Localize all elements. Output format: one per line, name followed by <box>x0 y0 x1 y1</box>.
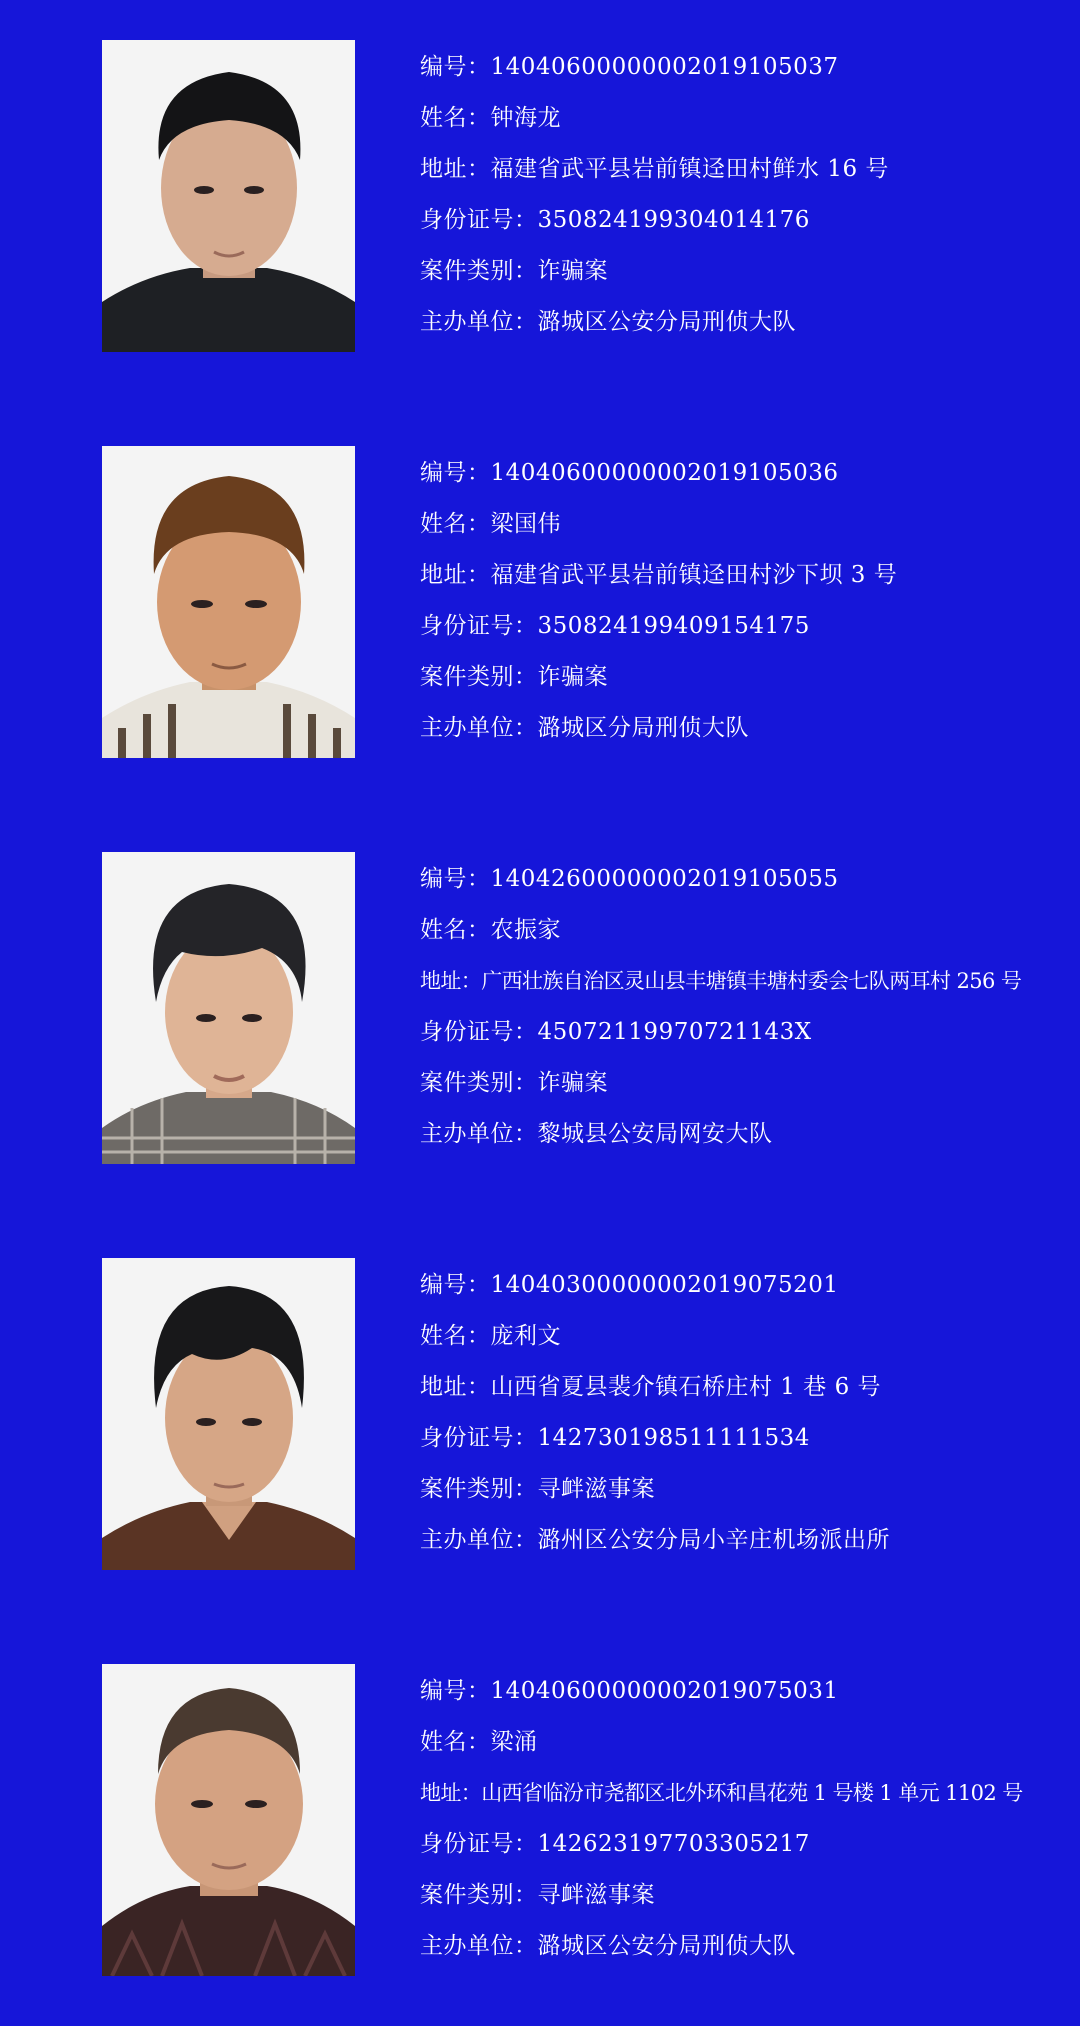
address-value: 山西省临汾市尧都区北外环和昌花苑 1 号楼 1 单元 1102 号 <box>481 1781 1023 1805</box>
unit-value: 潞城区分局刑侦大队 <box>537 715 749 741</box>
unit-row <box>420 1515 1040 1566</box>
address-value: 山西省夏县裴介镇石桥庄村 1 巷 6 号 <box>490 1374 882 1400</box>
id-card-label: 身份证号： <box>420 1019 538 1045</box>
unit-label: 主办单位： <box>420 309 538 335</box>
case-type-label: 案件类别： <box>420 1882 538 1908</box>
portrait-icon <box>102 1258 355 1570</box>
id-value: 14040600000002019105036 <box>490 460 839 486</box>
id-value: 14040600000002019075031 <box>490 1678 839 1704</box>
portrait-photo <box>102 40 355 352</box>
person-card <box>0 852 1080 1164</box>
unit-label: 主办单位： <box>420 715 538 741</box>
person-info <box>420 448 1040 754</box>
case-type-value: 诈骗案 <box>537 664 608 690</box>
id-card-value: 45072119970721143X <box>537 1019 812 1045</box>
portrait-photo <box>102 1258 355 1570</box>
person-card <box>0 1664 1080 1976</box>
case-type-row <box>420 1058 1040 1109</box>
address-label: 地址： <box>420 156 491 182</box>
case-type-row <box>420 1870 1040 1921</box>
unit-label: 主办单位： <box>420 1933 538 1959</box>
unit-row <box>420 1109 1040 1160</box>
address-value: 福建省武平县岩前镇迳田村鲜水 16 号 <box>490 156 889 182</box>
id-label: 编号： <box>420 54 491 80</box>
unit-value: 潞州区公安分局小辛庄机场派出所 <box>537 1527 890 1553</box>
id-card-label: 身份证号： <box>420 1831 538 1857</box>
case-type-label: 案件类别： <box>420 1476 538 1502</box>
address-value: 福建省武平县岩前镇迳田村沙下坝 3 号 <box>490 562 898 588</box>
address-row <box>420 1362 1040 1413</box>
id-value: 14040300000002019075201 <box>490 1272 839 1298</box>
id-row <box>420 1666 1040 1717</box>
unit-value: 黎城县公安局网安大队 <box>537 1121 773 1147</box>
id-card-value: 350824199304014176 <box>537 207 810 233</box>
id-card-value: 142730198511111534 <box>537 1425 810 1451</box>
case-type-value: 寻衅滋事案 <box>537 1882 655 1908</box>
id-label: 编号： <box>420 866 491 892</box>
unit-label: 主办单位： <box>420 1121 538 1147</box>
name-label: 姓名： <box>420 1729 491 1755</box>
id-value: 14040600000002019105037 <box>490 54 839 80</box>
id-card-row <box>420 195 1040 246</box>
name-label: 姓名： <box>420 917 491 943</box>
portrait-icon <box>102 852 355 1164</box>
address-label: 地址： <box>420 969 482 993</box>
person-info <box>420 42 1040 348</box>
id-row <box>420 1260 1040 1311</box>
portrait-photo <box>102 852 355 1164</box>
unit-label: 主办单位： <box>420 1527 538 1553</box>
unit-row <box>420 703 1040 754</box>
address-row <box>420 1768 1040 1819</box>
name-row <box>420 1717 1040 1768</box>
person-card <box>0 446 1080 758</box>
name-value: 钟海龙 <box>490 105 561 131</box>
unit-value: 潞城区公安分局刑侦大队 <box>537 1933 796 1959</box>
case-type-label: 案件类别： <box>420 664 538 690</box>
name-value: 庞利文 <box>490 1323 561 1349</box>
person-info <box>420 1666 1040 1972</box>
unit-row <box>420 297 1040 348</box>
id-label: 编号： <box>420 460 491 486</box>
name-label: 姓名： <box>420 511 491 537</box>
id-card-label: 身份证号： <box>420 613 538 639</box>
case-type-value: 寻衅滋事案 <box>537 1476 655 1502</box>
case-type-label: 案件类别： <box>420 1070 538 1096</box>
person-card <box>0 40 1080 352</box>
id-value: 14042600000002019105055 <box>490 866 839 892</box>
case-type-row <box>420 246 1040 297</box>
id-card-row <box>420 1819 1040 1870</box>
address-value: 广西壮族自治区灵山县丰塘镇丰塘村委会七队两耳村 256 号 <box>481 969 1022 993</box>
id-card-value: 142623197703305217 <box>537 1831 810 1857</box>
name-row <box>420 1311 1040 1362</box>
id-card-row <box>420 1413 1040 1464</box>
name-row <box>420 499 1040 550</box>
portrait-photo <box>102 1664 355 1976</box>
id-card-row <box>420 601 1040 652</box>
address-label: 地址： <box>420 1781 482 1805</box>
id-card-label: 身份证号： <box>420 1425 538 1451</box>
person-card <box>0 1258 1080 1570</box>
address-row <box>420 956 1040 1007</box>
name-row <box>420 905 1040 956</box>
address-row <box>420 550 1040 601</box>
case-type-label: 案件类别： <box>420 258 538 284</box>
name-row <box>420 93 1040 144</box>
portrait-photo <box>102 446 355 758</box>
person-info <box>420 1260 1040 1566</box>
portrait-icon <box>102 40 355 352</box>
portrait-icon <box>102 1664 355 1976</box>
case-type-row <box>420 1464 1040 1515</box>
case-type-row <box>420 652 1040 703</box>
case-type-value: 诈骗案 <box>537 1070 608 1096</box>
name-value: 农振家 <box>490 917 561 943</box>
person-info <box>420 854 1040 1160</box>
id-row <box>420 42 1040 93</box>
address-label: 地址： <box>420 1374 491 1400</box>
unit-row <box>420 1921 1040 1972</box>
name-label: 姓名： <box>420 105 491 131</box>
case-type-value: 诈骗案 <box>537 258 608 284</box>
name-value: 梁涌 <box>490 1729 538 1755</box>
id-row <box>420 854 1040 905</box>
id-label: 编号： <box>420 1678 491 1704</box>
name-value: 梁国伟 <box>490 511 561 537</box>
id-card-value: 350824199409154175 <box>537 613 810 639</box>
id-card-label: 身份证号： <box>420 207 538 233</box>
id-card-row <box>420 1007 1040 1058</box>
address-row <box>420 144 1040 195</box>
id-row <box>420 448 1040 499</box>
address-label: 地址： <box>420 562 491 588</box>
id-label: 编号： <box>420 1272 491 1298</box>
name-label: 姓名： <box>420 1323 491 1349</box>
unit-value: 潞城区公安分局刑侦大队 <box>537 309 796 335</box>
portrait-icon <box>102 446 355 758</box>
